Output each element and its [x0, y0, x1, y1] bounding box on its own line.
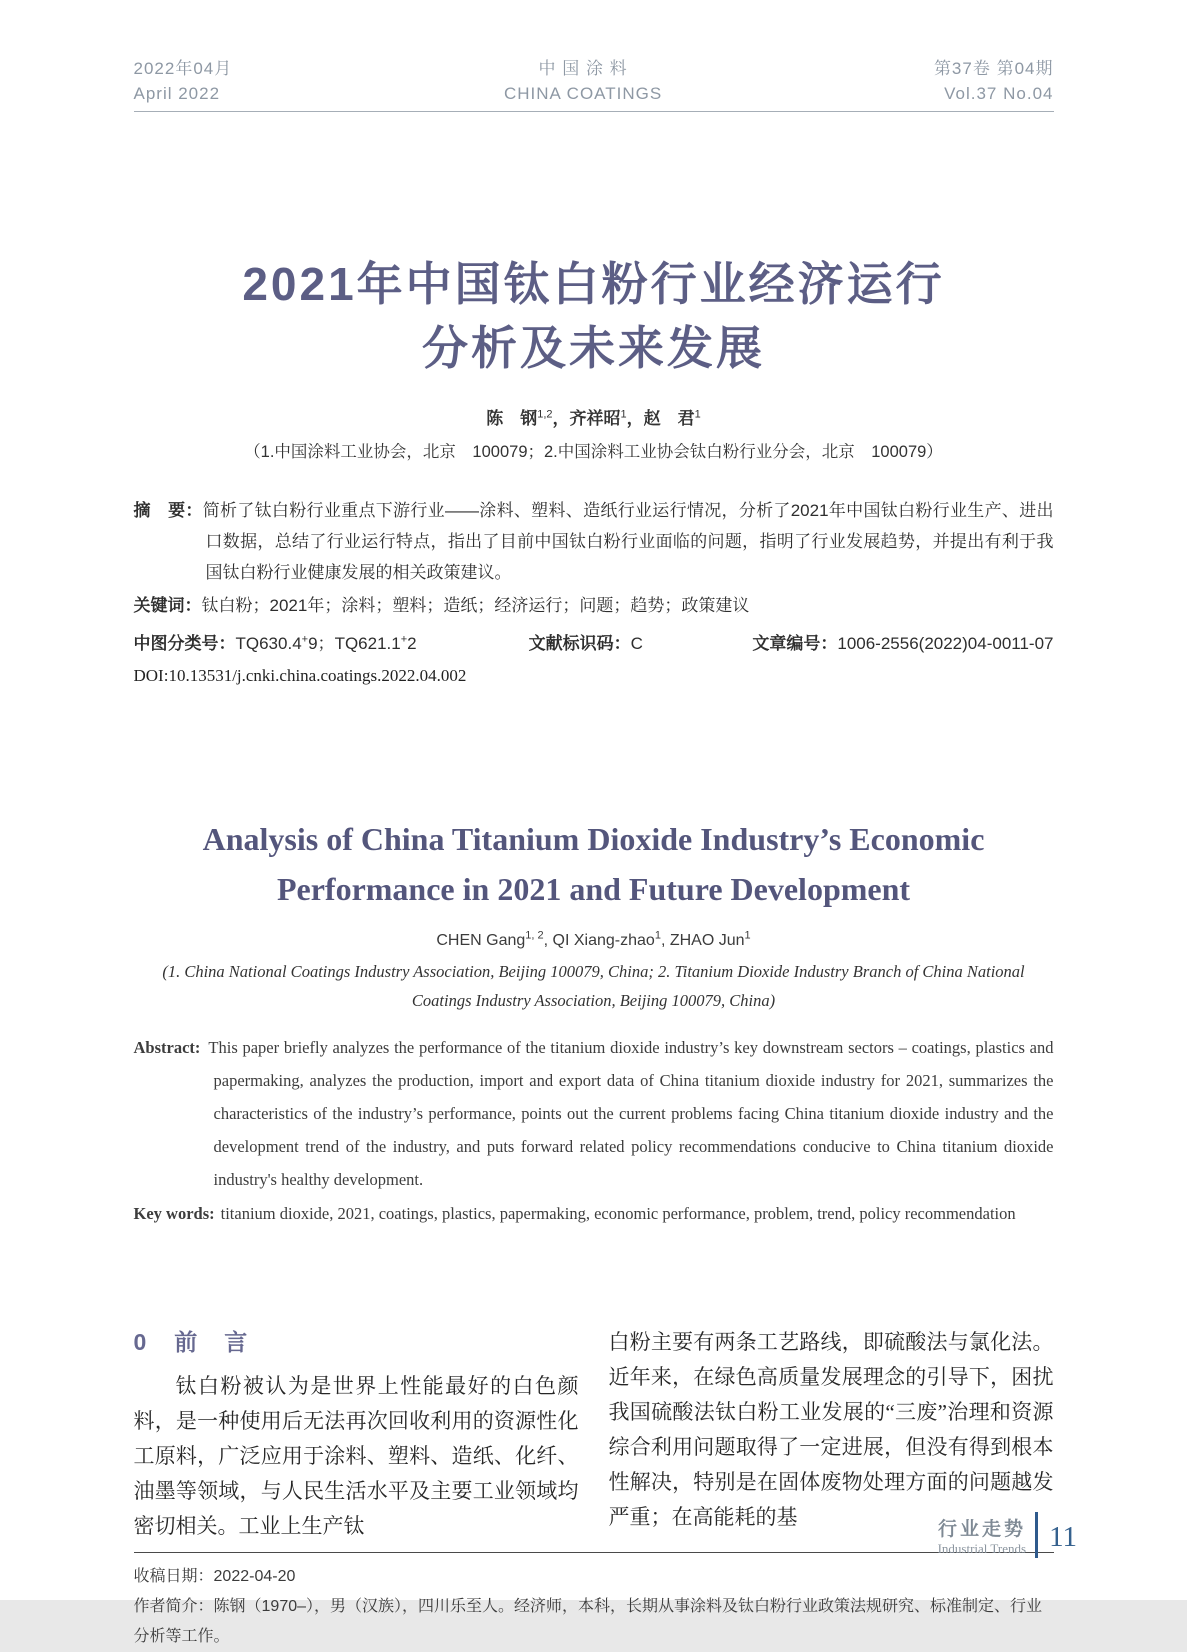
classification-row: [134, 629, 1054, 654]
body-paragraph-left: 钛白粉被认为是世界上性能最好的白色颜料，是一种使用后无法再次回收利用的资源性化工原料，广泛应用于涂料、塑料、造纸、化纤、油墨等领域，与人民生活水平及主要工业领域均密切相关。工业上生产钛: [133, 1374, 579, 1539]
section-heading: [134, 1325, 579, 1360]
article-title-cn-line2: 分析及未来发展: [422, 322, 765, 374]
author-affil-sup: 1: [654, 930, 661, 942]
section-number: 0: [133, 1329, 149, 1356]
author-affil-sup: 1: [620, 408, 627, 421]
clc-number: 中图分类号：TQ630.4+9；TQ621.1+2: [133, 633, 417, 653]
journal-issue-cn: 第37卷 第04期: [933, 59, 1054, 78]
author-affil-sup: 1: [744, 930, 751, 942]
footnote-block: [134, 1552, 1054, 1652]
author-cn: 陈 钢$^{1,2}$，: [486, 408, 570, 428]
author-affil-sup: 1: [694, 408, 701, 421]
body-paragraph-right: 白粉主要有两条工艺路线，即硫酸法与氯化法。近年来，在绿色高质量发展理念的引导下，困扰我国硫酸法钛白粉工业发展的“三废”治理和资源综合利用问题取得了一定进展，但没有得到根本性解决，特别是在固体废物处理方面的问题越发严重；在高能耗的基: [608, 1330, 1054, 1530]
journal-name-en: CHINA COATINGS: [503, 84, 663, 103]
abstract-en-label: Abstract:: [133, 1038, 201, 1058]
footer-divider-bar: [1035, 1512, 1038, 1558]
affiliation-en: (1. China National Coatings Industry Association, Beijing 100079, China; 2. Titanium Dioxide Industry Branch of China National Coatings Industry Association, Beijing 100079, China): [162, 962, 1025, 1011]
journal-date-cn: 2022年04月: [133, 59, 233, 78]
journal-date-en: April 2022: [133, 84, 221, 103]
section-title: 前 言: [174, 1329, 250, 1356]
author-en: ZHAO Jun$^1$: [669, 930, 751, 950]
authors-en: [134, 930, 1054, 950]
author-affil-sup: 1,2: [537, 408, 553, 421]
journal-date: [134, 56, 233, 106]
article-title-en-line2: Performance in 2021 and Future Development: [276, 871, 911, 907]
author-cn: 赵 君$^1$: [643, 408, 701, 428]
column-name: [938, 1512, 1026, 1557]
authors-cn: [134, 404, 1054, 429]
article-title-cn: [134, 252, 1054, 380]
journal-issue-en: Vol.37 No.04: [944, 84, 1054, 103]
author-affil-sup: 1, 2: [525, 930, 544, 942]
document-code: 文献标识码：C: [528, 634, 643, 653]
author-en: CHEN Gang$^{1, 2}$,: [436, 930, 553, 950]
journal-name: [504, 56, 662, 106]
abstract-cn: [134, 495, 1054, 588]
journal-header: [134, 0, 1054, 112]
keywords-cn-label: 关键词：: [133, 596, 202, 615]
column-name-cn: 行业走势: [938, 1519, 1027, 1540]
doi: DOI:10.13531/j.cnki.china.coatings.2022.04.002: [133, 666, 467, 685]
author-cn: 齐祥昭$^1$，: [569, 408, 644, 428]
abstract-en-text: This paper briefly analyzes the performance of the titanium dioxide industry’s key downstream sectors – coatings, plastics and papermaking, analyzes the production, import and export data of China titanium dioxide industry for 2021, summarizes the characteristics of the industry’s performance, points out the current problems facing China titanium dioxide industry and the development trend of the industry, and puts forward related policy recommendations conducive to China titanium dioxide industry's healthy development.: [208, 1038, 1054, 1190]
received-date: 收稿日期：2022-04-20: [133, 1568, 296, 1586]
body-columns: [134, 1325, 1054, 1544]
affiliation-cn: （1.中国涂料工业协会，北京 100079；2.中国涂料工业协会钛白粉行业分会，北京 100079）: [244, 443, 943, 461]
abstract-en: [134, 1031, 1054, 1196]
keywords-en-text: titanium dioxide, 2021, coatings, plastics, papermaking, economic performance, problem, trend, policy recommendation: [220, 1204, 1016, 1224]
journal-issue: [934, 56, 1054, 106]
keywords-cn-text: 钛白粉；2021年；涂料；塑料；造纸；经济运行；问题；趋势；政策建议: [201, 596, 750, 615]
keywords-cn: [134, 590, 1054, 621]
article-title-en: [134, 814, 1054, 914]
keywords-en: [134, 1199, 1054, 1229]
page-number: 11: [1049, 1521, 1077, 1553]
column-name-en: Industrial Trends: [937, 1541, 1027, 1556]
abstract-cn-text: 简析了钛白粉行业重点下游行业——涂料、塑料、造纸行业运行情况，分析了2021年中国钛白粉行业生产、进出口数据，总结了行业运行特点，指出了目前中国钛白粉行业面临的问题，指明了行业发展趋势，并提出有利于我国钛白粉行业健康发展的相关政策建议。: [202, 501, 1054, 582]
page-footer: [938, 1512, 1077, 1558]
article-title-cn-line1: 2021年中国钛白粉行业经济运行: [242, 258, 945, 310]
article-title-en-line1: Analysis of China Titanium Dioxide Industry’s Economic: [202, 821, 985, 857]
journal-name-cn: 中 国 涂 料: [538, 59, 628, 78]
keywords-en-label: Key words:: [133, 1204, 215, 1224]
abstract-cn-label: 摘 要：: [133, 501, 203, 520]
body-column-left: [134, 1325, 579, 1544]
author-bio: 作者简介：陈钢（1970–），男（汉族），四川乐至人。经济师，本科，长期从事涂料及钛白粉行业政策法规研究、标准制定、行业分析等工作。: [133, 1598, 1043, 1646]
author-en: QI Xiang-zhao$^1$,: [552, 930, 670, 950]
article-number: 文章编号：1006-2556(2022)04-0011-07: [752, 634, 1054, 653]
